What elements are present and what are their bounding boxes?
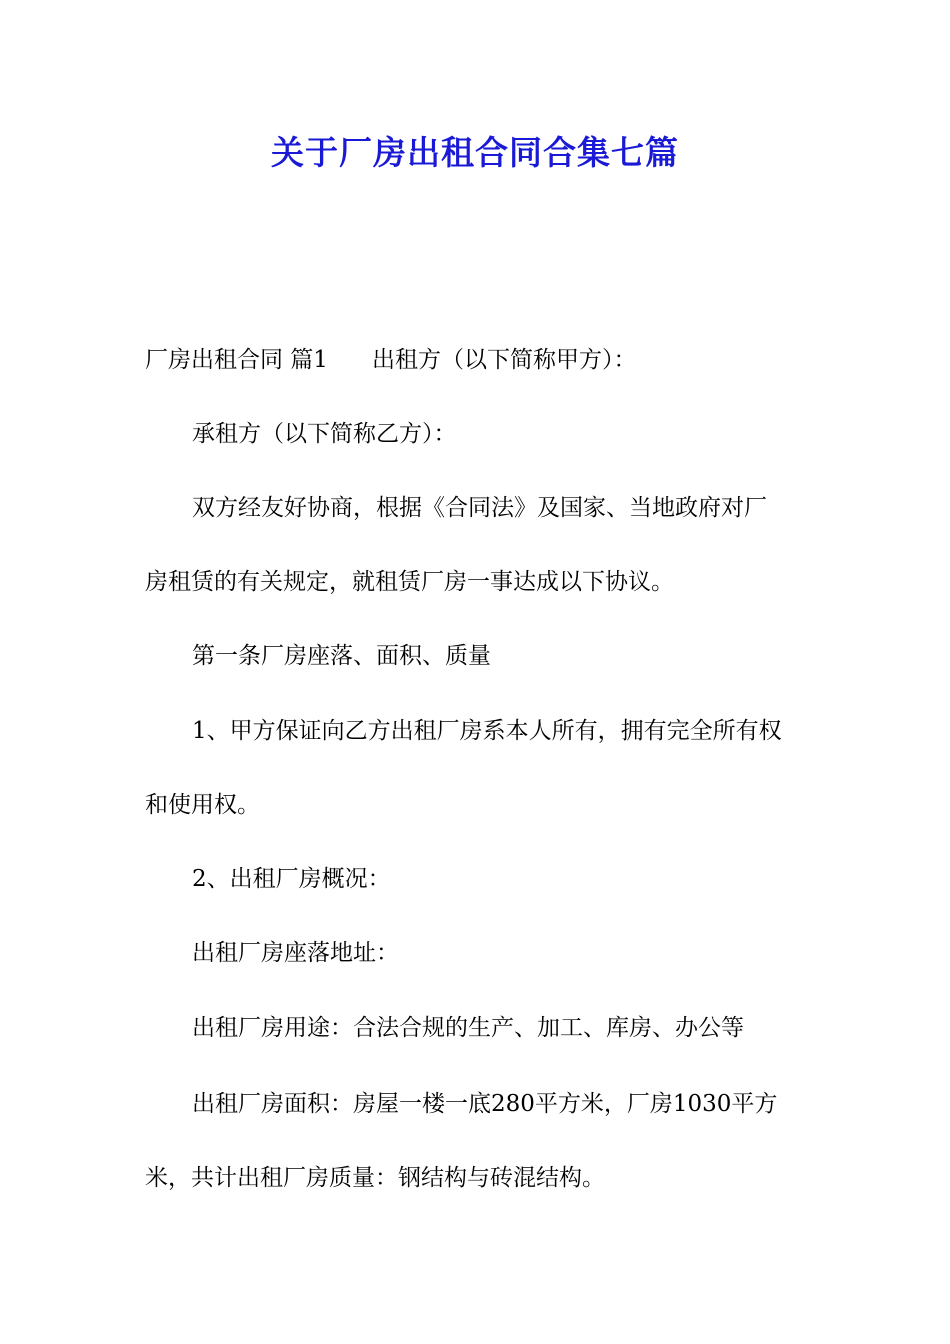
paragraph-line: 出租厂房用途：合法合规的生产、加工、库房、办公等 (192, 1015, 744, 1041)
paragraph-line: 和使用权。 (145, 792, 260, 818)
document-title: 关于厂房出租合同合集七篇 (271, 133, 679, 172)
paragraph-line: 出租厂房座落地址： (192, 940, 399, 966)
paragraph-line: 米，共计出租厂房质量：钢结构与砖混结构。 (145, 1165, 605, 1191)
paragraph-line: 出租厂房面积：房屋一楼一底280平方米，厂房1030平方 (192, 1091, 778, 1117)
paragraph-line: 1、甲方保证向乙方出租厂房系本人所有，拥有完全所有权 (192, 718, 782, 744)
paragraph-line: 第一条厂房座落、面积、质量 (192, 643, 491, 669)
paragraph-line: 双方经友好协商，根据《合同法》及国家、当地政府对厂 (192, 495, 767, 521)
paragraph-line: 房租赁的有关规定，就租赁厂房一事达成以下协议。 (145, 569, 674, 595)
party-a-label: 出租方（以下简称甲方）： (371, 347, 637, 373)
paragraph-line (145, 342, 636, 378)
paragraph-line: 承租方（以下简称乙方）： (192, 421, 457, 447)
paragraph-line: 2、出租厂房概况： (192, 866, 391, 892)
section-heading: 厂房出租合同 篇1 (145, 347, 328, 373)
